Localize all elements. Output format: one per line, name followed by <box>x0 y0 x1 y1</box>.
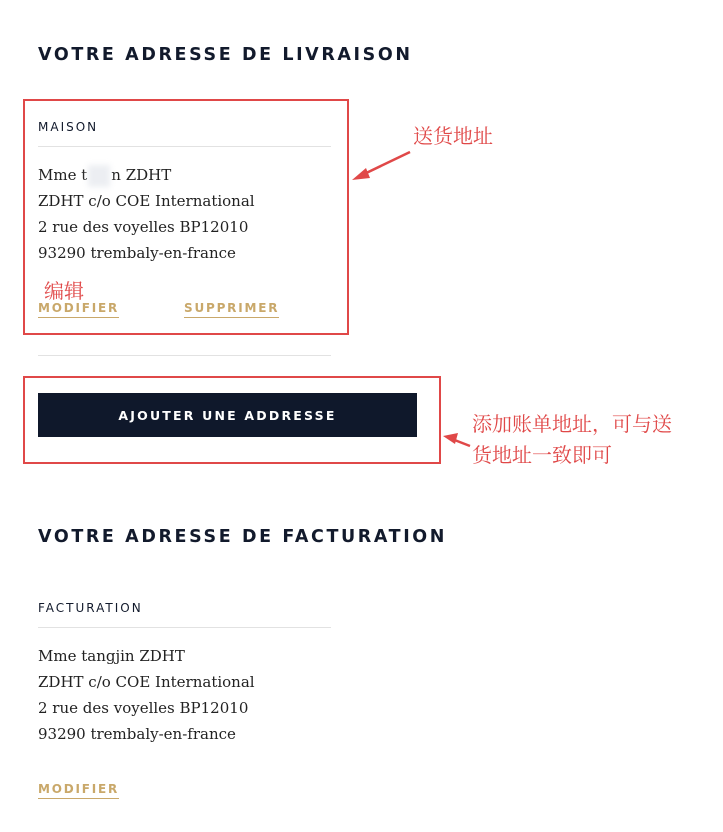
arrow-icon <box>352 152 410 180</box>
address-line: 2 rue des voyelles BP12010 <box>38 218 249 236</box>
shipping-heading: VOTRE ADRESSE DE LIVRAISON <box>38 45 413 65</box>
shipping-annotation: 送货地址 <box>413 124 493 148</box>
address-line: ZDHT c/o COE International <box>38 673 255 691</box>
billing-card-label: FACTURATION <box>38 601 143 615</box>
arrow-icon <box>443 433 470 446</box>
address-name-line: Mme t n ZDHT <box>38 162 255 188</box>
edit-annotation: 编辑 <box>44 279 84 303</box>
billing-annotation: 添加账单地址，可与送 货地址一致即可 <box>472 412 672 467</box>
billing-heading: VOTRE ADRESSE DE FACTURATION <box>38 527 448 547</box>
address-line: ZDHT c/o COE International <box>38 192 255 210</box>
address-line: 93290 trembaly-en-france <box>38 244 236 262</box>
shipping-card-label: MAISON <box>38 120 99 134</box>
modify-shipping-link[interactable]: MODIFIER <box>38 301 119 318</box>
delete-shipping-link[interactable]: SUPPRIMER <box>184 301 279 318</box>
address-line: Mme tangjin ZDHT <box>38 647 185 665</box>
modify-billing-link[interactable]: MODIFIER <box>38 782 119 799</box>
address-line: 93290 trembaly-en-france <box>38 725 236 743</box>
address-line: 2 rue des voyelles BP12010 <box>38 699 249 717</box>
add-address-button[interactable]: AJOUTER UNE ADDRESSE <box>38 393 417 437</box>
